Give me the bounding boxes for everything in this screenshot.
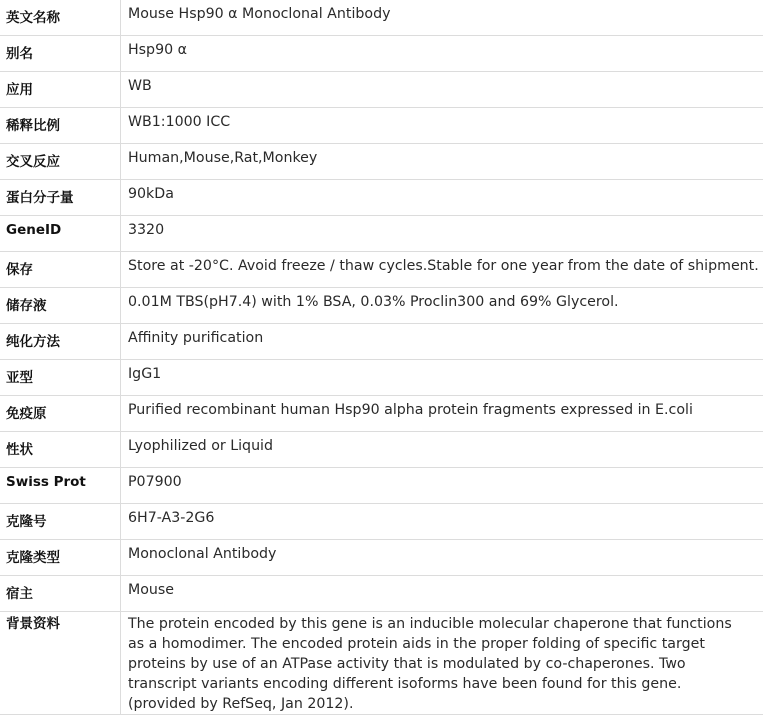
row-clone-number (0, 504, 763, 540)
value-swiss-prot: P07900 (121, 468, 763, 504)
row-clonality (0, 540, 763, 576)
value-clone-number: 6H7-A3-2G6 (121, 504, 763, 540)
value-dilution: WB1:1000 ICC (121, 108, 763, 144)
value-storage-buffer: 0.01M TBS(pH7.4) with 1% BSA, 0.03% Proclin300 and 69% Glycerol. (121, 288, 763, 324)
value-isotype: IgG1 (121, 360, 763, 396)
label-cross-reactivity: 交叉反应 (0, 144, 121, 180)
value-cross-reactivity: Human,Mouse,Rat,Monkey (121, 144, 763, 180)
value-english-name: Mouse Hsp90 α Monoclonal Antibody (121, 0, 763, 36)
label-gene-id: GeneID (0, 216, 121, 252)
label-form: 性状 (0, 432, 121, 468)
row-storage (0, 252, 763, 288)
label-molecular-weight: 蛋白分子量 (0, 180, 121, 216)
row-gene-id (0, 216, 763, 252)
row-form (0, 432, 763, 468)
value-storage: Store at -20°C. Avoid freeze / thaw cycles.Stable for one year from the date of shipment. (121, 252, 763, 288)
row-cross-reactivity (0, 144, 763, 180)
value-molecular-weight: 90kDa (121, 180, 763, 216)
label-background: 背景资料 (0, 612, 121, 715)
value-purification: Affinity purification (121, 324, 763, 360)
label-alias: 别名 (0, 36, 121, 72)
label-immunogen: 免疫原 (0, 396, 121, 432)
row-storage-buffer (0, 288, 763, 324)
label-swiss-prot: Swiss Prot (0, 468, 121, 504)
label-dilution: 稀释比例 (0, 108, 121, 144)
label-host: 宿主 (0, 576, 121, 612)
row-host (0, 576, 763, 612)
label-english-name: 英文名称 (0, 0, 121, 36)
label-isotype: 亚型 (0, 360, 121, 396)
value-clonality: Monoclonal Antibody (121, 540, 763, 576)
row-alias (0, 36, 763, 72)
label-clone-number: 克隆号 (0, 504, 121, 540)
row-english-name (0, 0, 763, 36)
value-application: WB (121, 72, 763, 108)
value-gene-id: 3320 (121, 216, 763, 252)
value-form: Lyophilized or Liquid (121, 432, 763, 468)
row-application (0, 72, 763, 108)
row-background (0, 612, 763, 715)
label-storage-buffer: 储存液 (0, 288, 121, 324)
row-dilution (0, 108, 763, 144)
label-purification: 纯化方法 (0, 324, 121, 360)
row-molecular-weight (0, 180, 763, 216)
value-background: The protein encoded by this gene is an inducible molecular chaperone that functions as a homodimer. The encoded protein aids in the proper folding of specific target proteins by use of an ATPase activity that is modulated by co-chaperones. Two transcript variants encoding different isoforms have been found for this gene. (provided by RefSeq, Jan 2012). (121, 612, 763, 715)
label-storage: 保存 (0, 252, 121, 288)
value-immunogen: Purified recombinant human Hsp90 alpha protein fragments expressed in E.coli (121, 396, 763, 432)
row-isotype (0, 360, 763, 396)
row-swiss-prot (0, 468, 763, 504)
value-alias: Hsp90 α (121, 36, 763, 72)
row-immunogen (0, 396, 763, 432)
label-application: 应用 (0, 72, 121, 108)
value-host: Mouse (121, 576, 763, 612)
row-purification (0, 324, 763, 360)
label-clonality: 克隆类型 (0, 540, 121, 576)
